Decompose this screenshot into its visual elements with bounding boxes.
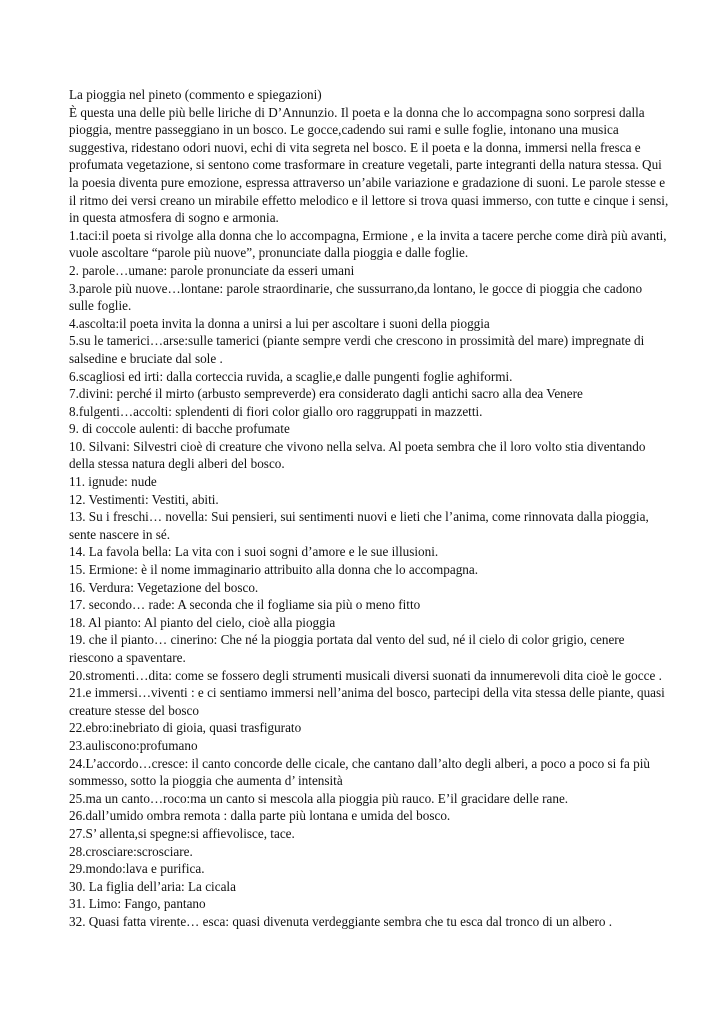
note-item: 25.ma un canto…roco:ma un canto si mescola alla pioggia più rauco. E’il gracidare delle rane. — [69, 790, 569, 806]
note-item: 12. Vestimenti: Vestiti, abiti. — [69, 491, 219, 507]
note-item: 7.divini: perché il mirto (arbusto sempreverde) era considerato dagli antichi sacro alla dea Venere — [69, 386, 583, 402]
note-item: 16. Verdura: Vegetazione del bosco. — [69, 579, 259, 595]
notes-list — [69, 227, 669, 931]
note-item: 20.stromenti…dita: come se fossero degli strumenti musicali diversi suonati da innumerevoli dita cioè le gocce . — [69, 667, 662, 683]
note-item: 19. che il pianto… cinerino: Che né la pioggia portata dal vento del sud, né il cielo di color grigio, cenere riescono a spaventare. — [69, 632, 625, 665]
note-item: 6.scagliosi ed irti: dalla corteccia ruvida, a scaglie,e dalle pungenti foglie aghiformi. — [69, 368, 513, 384]
note-item: 17. secondo… rade: A seconda che il fogliame sia più o meno fitto — [69, 597, 421, 613]
note-item: 24.L’accordo…cresce: il canto concorde delle cicale, che cantano dall’alto degli alberi, a poco a poco si fa più sommesso, sotto la pioggia che aumenta d’ intensità — [69, 755, 650, 789]
note-item: 2. parole…umane: parole pronunciate da esseri umani — [69, 262, 355, 278]
note-item: 32. Quasi fatta virente… esca: quasi divenuta verdeggiante sembra che tu esca dal tronco di un albero . — [69, 913, 613, 929]
note-item: 22.ebro:inebriato di gioia, quasi trasfigurato — [69, 720, 302, 736]
note-item: 11. ignude: nude — [69, 474, 157, 490]
note-item: 8.fulgenti…accolti: splendenti di fiori color giallo oro raggruppati in mazzetti. — [69, 403, 483, 419]
note-item: 30. La figlia dell’aria: La cicala — [69, 878, 236, 894]
note-item: 23.auliscono:profumano — [69, 737, 198, 753]
document-body — [69, 86, 669, 931]
note-item: 15. Ermione: è il nome immaginario attribuito alla donna che lo accompagna. — [69, 562, 479, 578]
note-item: 9. di coccole aulenti: di bacche profumate — [69, 421, 290, 437]
note-item: 31. Limo: Fango, pantano — [69, 896, 206, 912]
note-item: 21.e immersi…viventi : e ci sentiamo immersi nell’anima del bosco, partecipi della vita stessa delle piante, quasi creature stesse del bosco — [69, 685, 665, 718]
intro-paragraph: È questa una delle più belle liriche di D’Annunzio. Il poeta e la donna che lo accompagna sono sorpresi dalla pioggia, mentre passeggiano in un bosco. Le gocce,cadendo sui rami e sulle foglie, intonano una musica suggestiva, ridestano odori nuovi, echi di vita segreta nel bosco. E il poeta e la donna, immersi nella fresca e profumata vegetazione, si sentono come trasformare in creature vegetali, parte integranti della natura stessa. Qui la poesia diventa pure emozione, espressa attraverso un’abile variazione e gradazione di suoni. Le parole stesse e il ritmo dei versi creano un mirabile effetto melodico e il lettore si trova quasi immerso, con tutte e cinque i sensi, in questa atmosfera di sogno e armonia. — [69, 104, 669, 226]
note-item: 14. La favola bella: La vita con i suoi sogni d’amore e le sue illusioni. — [69, 544, 439, 560]
note-item: 4.ascolta:il poeta invita la donna a unirsi a lui per ascoltare i suoni della pioggia — [69, 315, 490, 331]
note-item: 3.parole più nuove…lontane: parole straordinarie, che sussurrano,da lontano, le gocce di pioggia che cadono sulle foglie. — [69, 280, 643, 314]
note-item: 1.taci:il poeta si rivolge alla donna che lo accompagna, Ermione , e la invita a tacere perche come dirà più avanti, vuole ascoltare “parole più nuove”, pronunciate dalla pioggia e dalle foglie. — [69, 227, 667, 261]
note-item: 5.su le tamerici…arse:sulle tamerici (piante sempre verdi che crescono in prossimità del mare) impregnate di salsedine e bruciate dal sole . — [69, 333, 645, 366]
note-item: 27.S’ allenta,si spegne:si affievolisce, tace. — [69, 825, 295, 841]
note-item: 29.mondo:lava e purifica. — [69, 861, 205, 877]
note-item: 18. Al pianto: Al pianto del cielo, cioè alla pioggia — [69, 614, 336, 630]
note-item: 26.dall’umido ombra remota : dalla parte più lontana e umida del bosco. — [69, 808, 451, 824]
note-item: 28.crosciare:scrosciare. — [69, 843, 193, 859]
note-item: 10. Silvani: Silvestri cioè di creature che vivono nella selva. Al poeta sembra che il loro volto stia diventando della stessa natura degli alberi del bosco. — [69, 438, 646, 472]
note-item: 13. Su i freschi… novella: Sui pensieri, sui sentimenti nuovi e lieti che l’anima, come rinnovata dalla pioggia, sente nascere in sé. — [69, 509, 649, 542]
document-title: La pioggia nel pineto (commento e spiegazioni) — [69, 87, 322, 102]
